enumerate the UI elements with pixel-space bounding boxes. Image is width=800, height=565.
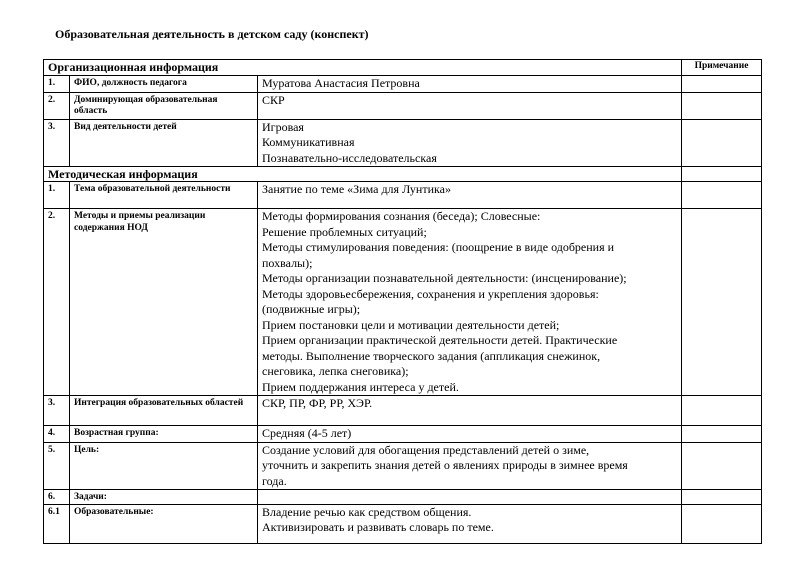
value-line: снеговика, лепка снеговика);	[262, 364, 409, 378]
table-row	[44, 490, 762, 505]
row-note	[682, 92, 762, 119]
table-row	[44, 442, 762, 490]
value-line: Решение проблемных ситуаций;	[262, 224, 427, 239]
row-note	[682, 396, 762, 426]
table-row	[44, 209, 762, 396]
row-note	[682, 426, 762, 443]
row-number: 2.	[44, 209, 70, 396]
row-value	[258, 490, 682, 505]
value-line: похвалы);	[262, 255, 313, 270]
row-value	[258, 396, 682, 426]
row-number: 4.	[44, 426, 70, 443]
section-title-org: Организационная информация	[44, 60, 682, 76]
row-value	[258, 209, 682, 396]
value-line: Активизировать и развивать словарь по теме.	[262, 520, 494, 534]
row-number: 6.	[44, 490, 70, 505]
value-line: Занятие по теме «Зима для Лунтика»	[262, 182, 451, 196]
row-number: 1.	[44, 76, 70, 93]
value-line: (подвижные игры);	[262, 302, 361, 316]
value-line: СКР	[262, 92, 285, 107]
value-line: СКР, ПР, ФР, РР, ХЭР.	[262, 396, 373, 410]
row-label: Цель:	[70, 442, 258, 490]
row-value	[258, 76, 682, 93]
row-note	[682, 182, 762, 209]
row-note	[682, 167, 762, 182]
document-title: Образовательная деятельность в детском саду (конспект)	[55, 27, 369, 41]
row-value	[258, 442, 682, 490]
row-value	[258, 426, 682, 443]
row-label: Вид деятельности детей	[70, 119, 258, 167]
row-label: Образовательные:	[70, 504, 258, 543]
value-line: Создание условий для обогащения представлений детей о зиме,	[262, 442, 590, 457]
value-line: методы. Выполнение творческого задания (аппликация снежинок,	[262, 348, 601, 363]
value-line: Познавательно-исследовательская	[262, 150, 437, 165]
row-note	[682, 76, 762, 93]
row-number: 6.1	[44, 504, 70, 543]
value-line: Игровая	[262, 119, 304, 134]
value-line: Прием постановки цели и мотивации деятельности детей;	[262, 317, 560, 332]
row-value	[258, 182, 682, 209]
row-label: Интеграция образовательных областей	[70, 396, 258, 426]
lesson-plan-table	[43, 59, 762, 544]
value-line: Прием поддержания интереса у детей.	[262, 379, 459, 394]
value-line: Методы здоровьесбережения, сохранения и укрепления здоровья:	[262, 286, 599, 301]
value-line: Владение речью как средством общения.	[262, 504, 472, 519]
row-label: Методы и приемы реализации содержания НОД	[70, 209, 258, 396]
row-value	[258, 119, 682, 167]
row-label: Тема образовательной деятельности	[70, 182, 258, 209]
row-label: Доминирующая образовательная область	[70, 92, 258, 119]
table-row	[44, 92, 762, 119]
section-row-org	[44, 60, 762, 76]
table-row	[44, 76, 762, 93]
row-note	[682, 119, 762, 167]
table-row	[44, 504, 762, 543]
row-label: Возрастная группа:	[70, 426, 258, 443]
table-row	[44, 182, 762, 209]
value-line: Методы стимулирования поведения: (поощрение в виде одобрения и	[262, 240, 615, 254]
table-row	[44, 119, 762, 167]
table-row	[44, 426, 762, 443]
row-label: Задачи:	[70, 490, 258, 505]
value-line: уточнить и закрепить знания детей о явлениях природы в зимнее время	[262, 458, 628, 472]
row-number: 3.	[44, 119, 70, 167]
row-number: 3.	[44, 396, 70, 426]
section-row-method	[44, 167, 762, 182]
table-row	[44, 396, 762, 426]
value-line: Методы организации познавательной деятельности: (инсценирование);	[262, 271, 627, 285]
value-line: Муратова Анастасия Петровна	[262, 76, 420, 90]
value-line: Средняя (4-5 лет)	[262, 426, 352, 440]
row-number: 2.	[44, 92, 70, 119]
value-line: Коммуникативная	[262, 135, 355, 149]
value-line: года.	[262, 473, 287, 488]
value-line: Прием организации практической деятельности детей. Практические	[262, 333, 618, 347]
section-title-method: Методическая информация	[44, 167, 682, 182]
row-note	[682, 442, 762, 490]
row-label: ФИО, должность педагога	[70, 76, 258, 93]
note-column-header: Примечание	[682, 60, 762, 76]
row-number: 5.	[44, 442, 70, 490]
row-note	[682, 209, 762, 396]
row-value	[258, 504, 682, 543]
row-number: 1.	[44, 182, 70, 209]
row-note	[682, 504, 762, 543]
row-value	[258, 92, 682, 119]
value-line: Методы формирования сознания (беседа); Словесные:	[262, 209, 541, 223]
row-note	[682, 490, 762, 505]
